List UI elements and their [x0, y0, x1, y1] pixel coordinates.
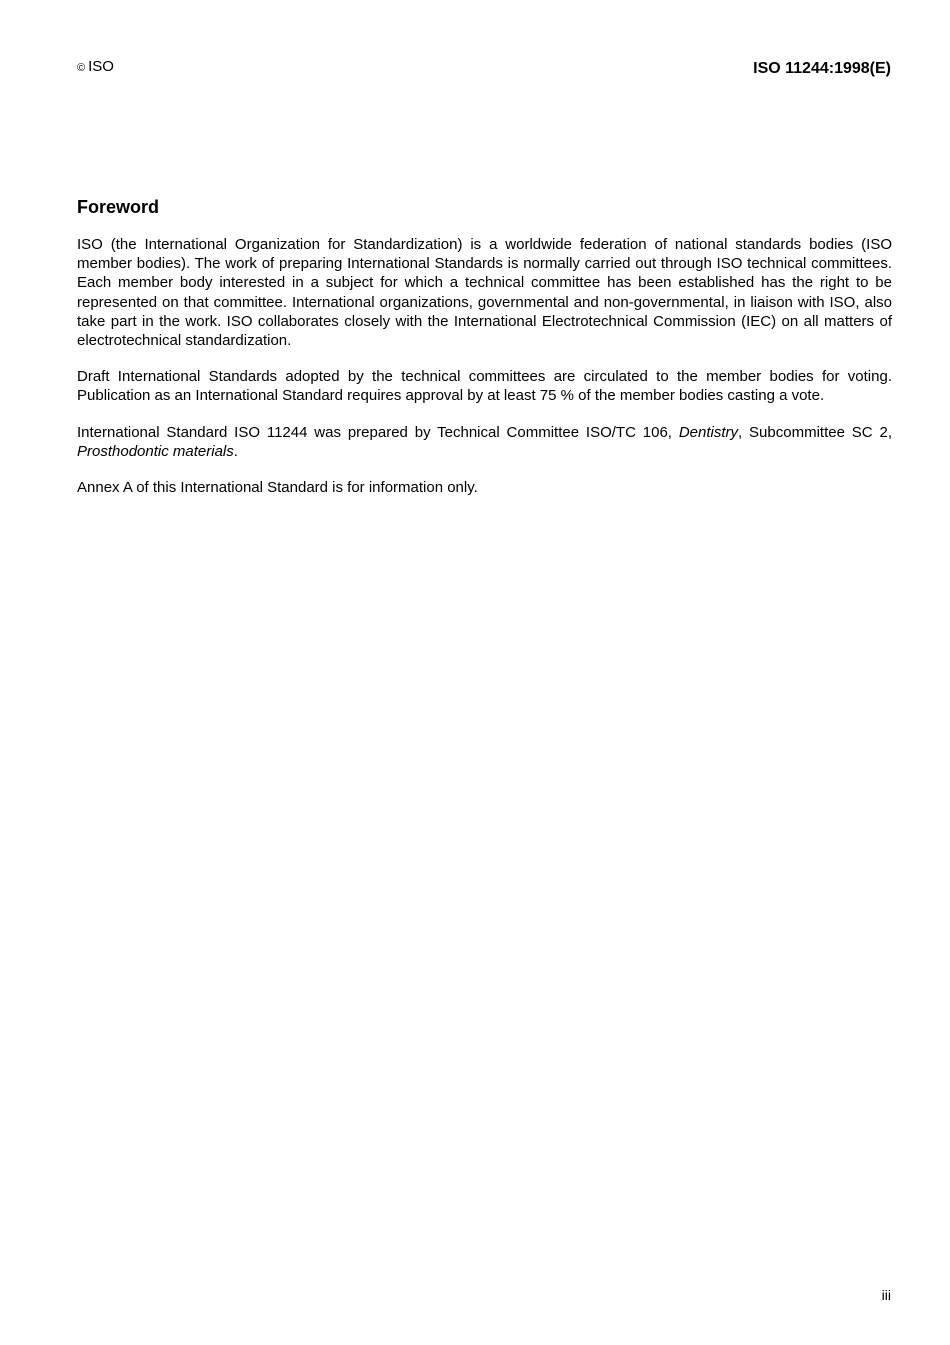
copyright-symbol: © — [77, 62, 86, 74]
foreword-title: Foreword — [77, 197, 160, 217]
foreword-paragraph-4: Annex A of this International Standard is for information only. — [77, 479, 478, 497]
header-copyright — [77, 58, 114, 77]
header-organization: ISO — [88, 58, 114, 75]
document-id: ISO 11244:1998(E) — [753, 60, 891, 77]
foreword-section — [77, 196, 892, 514]
page-number: iii — [881, 1287, 891, 1303]
paragraph-3-text-a: International Standard ISO 11244 was prepared by Technical Committee ISO/TC 106, — [77, 423, 679, 441]
foreword-paragraph-1: ISO (the International Organization for Standardization) is a worldwide federation of national standards bodies (ISO member bodies). The work of preparing International Standards is normally carried out through ISO technical committees. Each member body interested in a subject for which a technical committee has been established has the right to be represented on that committee. International organizations, governmental and non-governmental, in liaison with ISO, also take part in the work. ISO collaborates closely with the International Electrotechnical Commission (IEC) on all matters of electrotechnical standardization. — [77, 236, 892, 350]
subcommittee-name: Prosthodontic materials — [77, 442, 234, 460]
foreword-paragraph-2: Draft International Standards adopted by the technical committees are circulated to the member bodies for voting. Publication as an International Standard requires approval by at least 75 % of the member bodies casting a vote. — [77, 368, 892, 405]
foreword-paragraph-3 — [77, 423, 892, 461]
committee-name: Dentistry — [678, 423, 739, 441]
paragraph-3-text-c: . — [233, 442, 238, 460]
paragraph-3-text-b: , Subcommittee SC 2, — [738, 423, 892, 441]
